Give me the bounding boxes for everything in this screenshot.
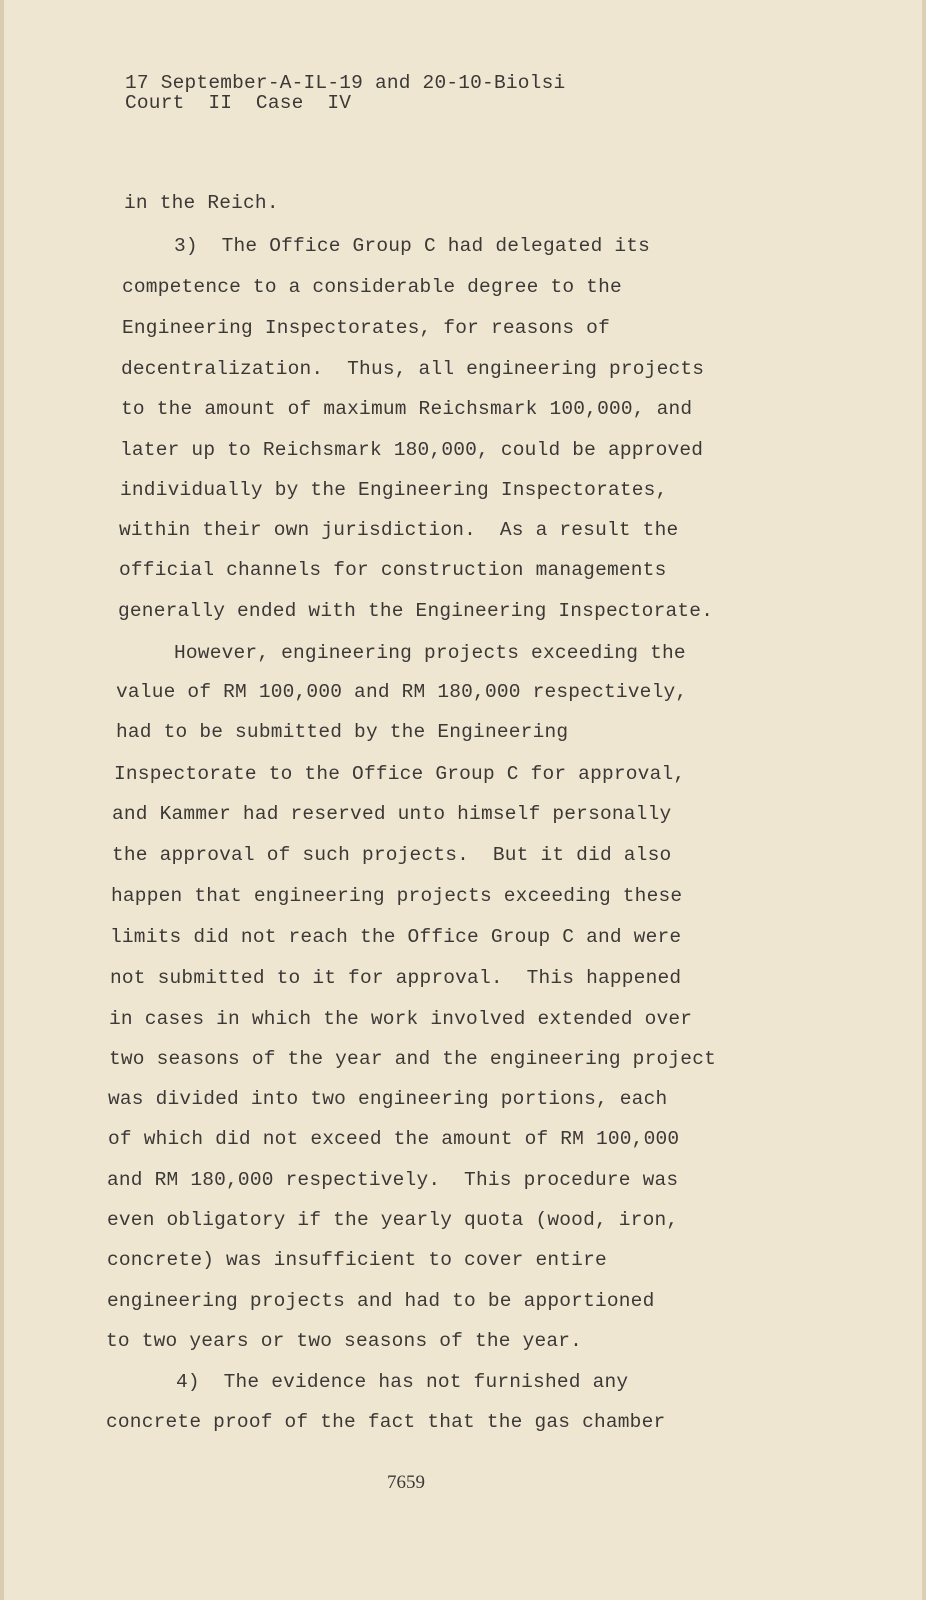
body-line: limits did not reach the Office Group C and were (110, 926, 682, 948)
header-court-case: Court II Case IV (125, 92, 352, 114)
body-line: official channels for construction managements (119, 559, 667, 581)
body-line: happen that engineering projects exceeding these (111, 885, 683, 907)
body-line: had to be submitted by the Engineering (116, 721, 569, 743)
body-line: decentralization. Thus, all engineering projects (121, 358, 705, 380)
body-line: and RM 180,000 respectively. This procedure was (107, 1169, 679, 1191)
body-line: even obligatory if the yearly quota (wood, iron, (107, 1209, 679, 1231)
body-line: engineering projects and had to be apportioned (107, 1290, 655, 1312)
body-line: 4) The evidence has not furnished any (176, 1371, 629, 1393)
body-line: later up to Reichsmark 180,000, could be approved (120, 439, 704, 461)
body-line: individually by the Engineering Inspectorates, (120, 479, 668, 501)
body-line: Engineering Inspectorates, for reasons of (122, 317, 610, 339)
body-line: not submitted to it for approval. This happened (110, 967, 682, 989)
header-case-reference: 17 September-A-IL-19 and 20-10-Biolsi (125, 72, 566, 94)
body-line: the approval of such projects. But it did also (112, 844, 672, 866)
body-line: two seasons of the year and the engineering project (109, 1048, 716, 1070)
body-line: of which did not exceed the amount of RM 100,000 (108, 1128, 680, 1150)
body-line: Inspectorate to the Office Group C for approval, (114, 763, 686, 785)
body-line: 3) The Office Group C had delegated its (174, 235, 651, 257)
body-line: in cases in which the work involved extended over (109, 1008, 693, 1030)
body-line: was divided into two engineering portions, each (108, 1088, 668, 1110)
body-line: competence to a considerable degree to the (122, 276, 622, 298)
page-number: 7659 (387, 1472, 425, 1493)
body-line: However, engineering projects exceeding the (174, 642, 686, 664)
body-line: generally ended with the Engineering Inspectorate. (118, 600, 714, 622)
body-line: concrete) was insufficient to cover entire (107, 1249, 607, 1271)
body-line: value of RM 100,000 and RM 180,000 respectively, (116, 681, 688, 703)
body-line: within their own jurisdiction. As a result the (119, 519, 679, 541)
body-line: in the Reich. (124, 192, 279, 214)
body-line: to two years or two seasons of the year. (106, 1330, 583, 1352)
body-line: to the amount of maximum Reichsmark 100,000, and (121, 398, 693, 420)
body-line: concrete proof of the fact that the gas chamber (106, 1411, 666, 1433)
body-line: and Kammer had reserved unto himself personally (112, 803, 672, 825)
